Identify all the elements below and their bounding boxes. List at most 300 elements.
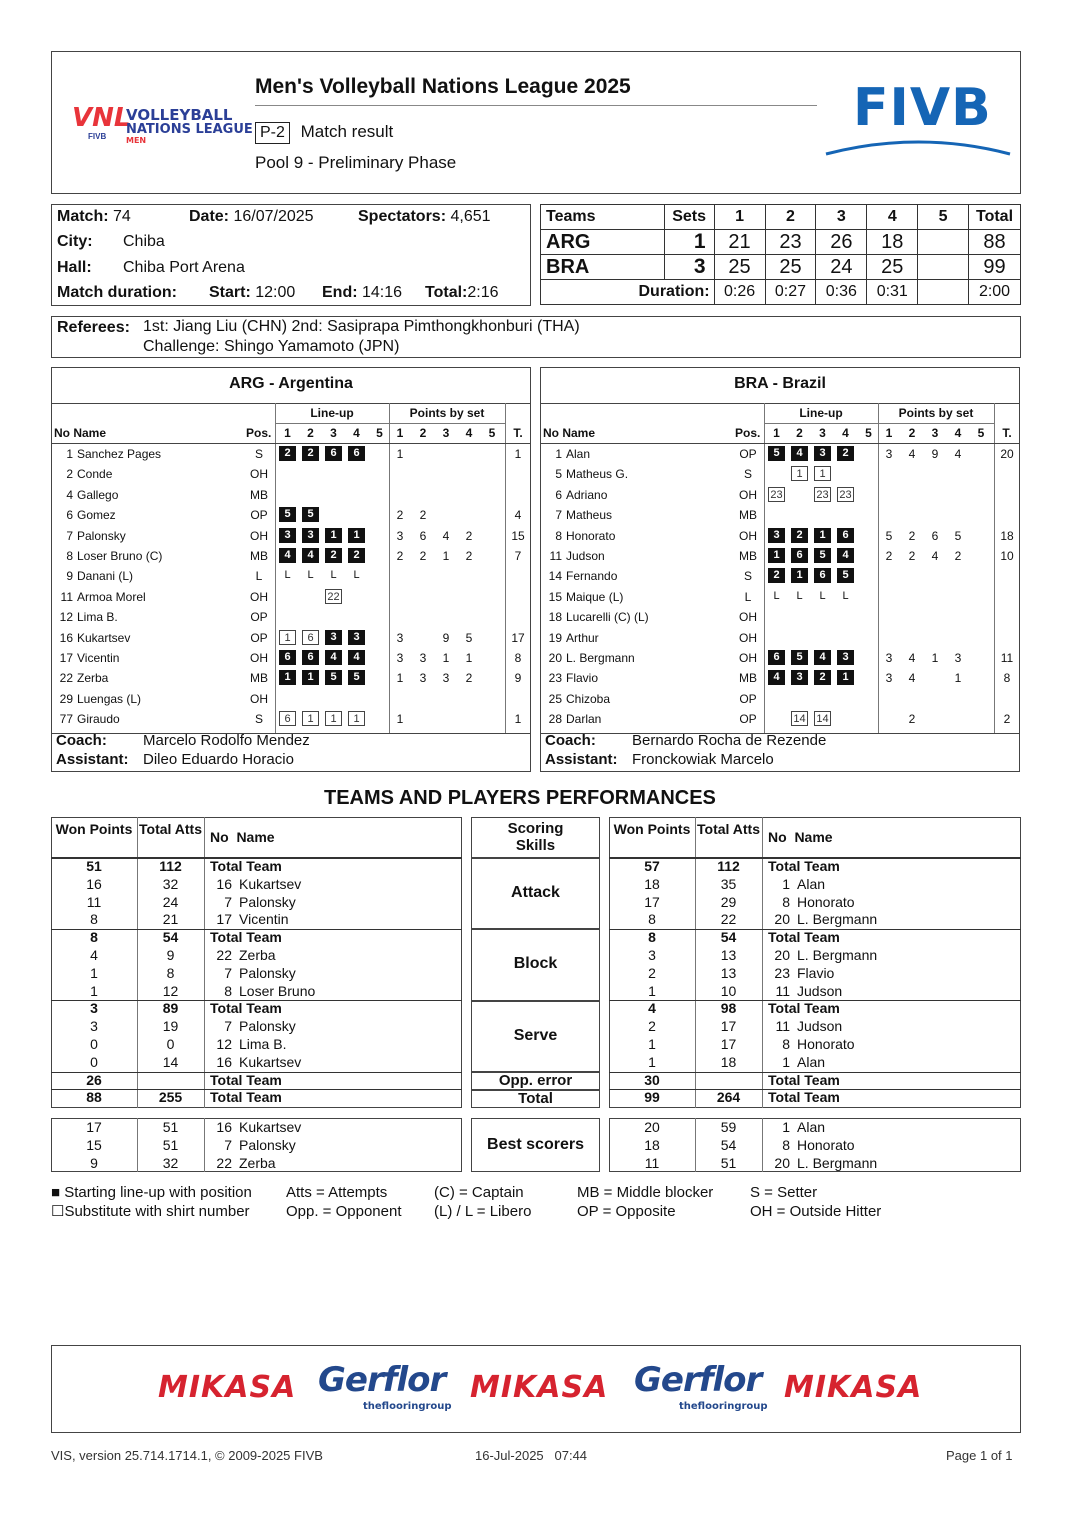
score-cell: 25 xyxy=(714,255,765,280)
best-no: 7 xyxy=(224,1136,232,1153)
total-points: 88 xyxy=(86,1089,102,1106)
coach-name: Marcelo Rodolfo Mendez xyxy=(143,732,310,749)
lineup-start-position: 3 xyxy=(791,670,808,685)
score-table xyxy=(540,204,1021,305)
assistant-name: Dileo Eduardo Horacio xyxy=(143,751,294,768)
points-set-header: 5 xyxy=(488,426,496,440)
vnl-logo xyxy=(72,103,130,133)
lineup-start-position: 4 xyxy=(837,548,854,563)
player-row xyxy=(51,444,531,464)
total-atts: 21 xyxy=(162,911,179,928)
score-col-4: 3 xyxy=(816,205,867,230)
legend-item: (L) / L = Libero xyxy=(434,1203,532,1220)
doc-type xyxy=(255,122,393,144)
assistant-label: Assistant: xyxy=(56,751,129,768)
points-set: 1 xyxy=(442,549,450,563)
player-no: 9 xyxy=(66,569,73,584)
points-set-header: 1 xyxy=(396,426,404,440)
player-pos: OH xyxy=(250,691,268,706)
player-row xyxy=(51,628,531,648)
total-atts: 13 xyxy=(720,964,737,981)
player-name: Lima B. xyxy=(239,1036,287,1052)
duration-cell xyxy=(918,280,969,305)
player-pos: MB xyxy=(250,487,268,502)
player-name: Vicentin xyxy=(239,911,289,928)
title-rule xyxy=(255,105,817,106)
gerflor-tagline: theflooringroup xyxy=(679,1401,768,1412)
player-row xyxy=(540,689,1020,709)
lineup-start-position: 5 xyxy=(348,670,365,685)
player-no: 20 xyxy=(548,651,562,665)
lineup-substitute-number: 6 xyxy=(302,630,319,645)
total-points: 99 xyxy=(644,1089,660,1106)
player-row xyxy=(51,668,531,688)
player-pos: MB xyxy=(250,671,268,686)
total-atts: 17 xyxy=(720,1018,737,1035)
points-set: 2 xyxy=(885,549,893,563)
total-atts: 14 xyxy=(162,1053,179,1070)
total-atts: 29 xyxy=(720,893,737,910)
best-scorers-label: Best scorers xyxy=(487,1136,584,1153)
player-no: 22 xyxy=(59,671,73,686)
lineup-start-position: 6 xyxy=(768,650,785,665)
player-row xyxy=(51,464,531,484)
points-set: 9 xyxy=(931,447,939,461)
points-set-header: 4 xyxy=(954,426,962,440)
lineup-header: Line-up xyxy=(310,406,354,420)
points-set: 3 xyxy=(885,651,893,665)
lineup-libero: L xyxy=(842,589,849,602)
player-row xyxy=(540,587,1020,607)
player-no: 8 xyxy=(555,528,562,543)
points-set: 2 xyxy=(465,528,473,543)
points-set: 2 xyxy=(419,508,427,523)
points-total: 8 xyxy=(514,651,522,665)
best-points: 15 xyxy=(86,1136,102,1153)
player-name: Loser Bruno xyxy=(239,982,316,999)
player-no: 11 xyxy=(775,982,790,999)
doc-code: P-2 xyxy=(255,122,290,144)
scoring-skills-header: Scoring Skills xyxy=(507,820,564,854)
player-name: Adriano xyxy=(566,487,608,502)
best-name: Honorato xyxy=(797,1136,855,1153)
points-set: 2 xyxy=(465,549,473,563)
roster-title-sep xyxy=(540,403,1020,404)
points-set: 1 xyxy=(465,651,473,665)
player-row xyxy=(51,546,531,566)
won-points: 8 xyxy=(648,929,656,946)
legend-item: Atts = Attempts xyxy=(286,1184,388,1201)
total-atts-header: Total Atts xyxy=(139,821,202,837)
roster-title: ARG - Argentina xyxy=(229,375,353,392)
vnl-line3: MEN xyxy=(126,136,147,145)
won-points: 1 xyxy=(648,1053,656,1070)
lineup-start-position: 2 xyxy=(302,446,319,461)
score-col-3: 2 xyxy=(765,205,816,230)
points-set: 5 xyxy=(954,528,962,543)
points-set-header: 1 xyxy=(885,426,893,440)
won-points: 17 xyxy=(644,893,660,910)
points-total: 1 xyxy=(514,447,522,461)
lineup-start-position: 3 xyxy=(814,446,831,461)
no-name-header: No Name xyxy=(768,829,833,845)
won-points: 8 xyxy=(90,911,98,928)
lineup-start-position: 1 xyxy=(791,568,808,583)
player-name: Palonsky xyxy=(77,528,126,543)
player-row xyxy=(51,607,531,627)
best-atts: 54 xyxy=(720,1136,737,1153)
lineup-start-position: 2 xyxy=(791,528,808,543)
player-name: Honorato xyxy=(797,893,855,910)
lineup-start-position: 4 xyxy=(279,548,296,563)
player-pos: S xyxy=(743,569,752,584)
player-row xyxy=(540,444,1020,464)
player-no: 28 xyxy=(548,712,562,727)
best-name: L. Bergmann xyxy=(797,1154,878,1171)
score-team: BRA xyxy=(541,255,665,280)
player-no: 15 xyxy=(548,589,562,604)
score-cell: 25 xyxy=(765,255,816,280)
spectators xyxy=(358,208,491,226)
best-points: 17 xyxy=(86,1119,102,1135)
best-name: Palonsky xyxy=(239,1136,296,1153)
player-pos: OH xyxy=(739,630,757,645)
player-no: 7 xyxy=(555,508,562,523)
player-name: Danani (L) xyxy=(77,569,134,584)
legend-item: (C) = Captain xyxy=(434,1184,524,1201)
lineup-start-position: 4 xyxy=(325,650,342,665)
legend-item: ■ Starting line-up with position xyxy=(51,1184,252,1201)
won-points: 1 xyxy=(648,1036,656,1052)
player-no: 14 xyxy=(548,569,562,584)
roster-title-sep xyxy=(51,403,531,404)
points-set: 4 xyxy=(908,447,916,461)
points-header: Points by set xyxy=(409,406,485,420)
no-name-header: No Name xyxy=(54,426,107,440)
total-atts: 89 xyxy=(162,1000,179,1017)
player-pos: OH xyxy=(739,610,757,625)
doc-type-label: Match result xyxy=(300,122,394,141)
total-time xyxy=(425,284,499,302)
match-label: Match: xyxy=(57,208,109,225)
legend-item: S = Setter xyxy=(750,1184,818,1201)
player-row xyxy=(540,648,1020,668)
player-name: Luengas (L) xyxy=(77,691,142,706)
points-set: 4 xyxy=(908,651,916,665)
best-name: Zerba xyxy=(239,1154,276,1171)
score-row-bra xyxy=(541,255,1021,280)
player-no: 23 xyxy=(774,964,790,981)
best-points: 11 xyxy=(644,1154,660,1171)
score-cell: 18 xyxy=(867,230,918,255)
player-name: Flavio xyxy=(566,671,599,686)
gerflor-logo: Gerflor xyxy=(318,1360,446,1400)
points-set-header: 2 xyxy=(419,426,427,440)
legend-item: MB = Middle blocker xyxy=(577,1184,714,1201)
total-atts: 112 xyxy=(159,858,182,874)
best-name: Kukartsev xyxy=(239,1119,302,1135)
player-pos: OP xyxy=(250,610,268,625)
best-no: 8 xyxy=(782,1136,790,1153)
player-row xyxy=(540,505,1020,525)
points-total: 4 xyxy=(514,508,522,523)
player-pos: OP xyxy=(739,691,757,706)
total-label: Total Team xyxy=(210,1089,282,1106)
won-points: 3 xyxy=(90,1000,98,1017)
city-value: Chiba xyxy=(123,233,165,250)
player-row xyxy=(540,607,1020,627)
total-atts: 19 xyxy=(162,1018,179,1035)
lineup-start-position: 3 xyxy=(768,528,785,543)
player-no: 6 xyxy=(66,508,73,523)
player-name: Chizoba xyxy=(566,691,611,706)
total-header: T. xyxy=(1002,426,1012,440)
perf-col-line xyxy=(762,817,763,1108)
best-points: 20 xyxy=(644,1119,660,1135)
player-pos: OP xyxy=(250,630,268,645)
player-row xyxy=(51,648,531,668)
skill-label: Attack xyxy=(511,883,560,901)
start-label: Start: xyxy=(209,284,251,301)
assistant-name: Fronckowiak Marcelo xyxy=(632,751,774,768)
lineup-start-position: 5 xyxy=(814,548,831,563)
total-atts: 10 xyxy=(720,982,737,999)
lineup-substitute-number: 1 xyxy=(279,630,296,645)
points-set-header: 3 xyxy=(442,426,450,440)
player-name: Gomez xyxy=(77,508,116,523)
score-col-7: Total xyxy=(969,205,1021,230)
player-no: 16 xyxy=(216,1053,232,1070)
lineup-start-position: 5 xyxy=(791,650,808,665)
lineup-start-position: 6 xyxy=(837,528,854,543)
player-pos: L xyxy=(255,569,263,584)
player-no: 23 xyxy=(548,671,562,686)
points-set-header: 4 xyxy=(465,426,473,440)
pos-header: Pos. xyxy=(246,426,272,440)
total-atts: 98 xyxy=(720,1000,737,1017)
opp-error-label: Total Team xyxy=(210,1071,282,1088)
duration-label xyxy=(57,284,177,302)
player-name: Judson xyxy=(797,1018,843,1035)
won-points: 2 xyxy=(648,964,656,981)
player-pos: S xyxy=(254,447,263,461)
page-title: Men's Volleyball Nations League 2025 xyxy=(255,75,631,98)
total-atts: 9 xyxy=(166,947,175,963)
duration-cell: 0:26 xyxy=(714,280,765,305)
won-points: 0 xyxy=(90,1053,98,1070)
player-pos: S xyxy=(254,712,263,727)
lineup-libero: L xyxy=(330,569,337,582)
player-name: Giraudo xyxy=(77,712,120,727)
player-name: Total Team xyxy=(768,1000,840,1017)
roster-subhead-line xyxy=(275,423,505,424)
player-no: 5 xyxy=(555,467,562,482)
points-set: 2 xyxy=(465,671,473,686)
player-name: Sanchez Pages xyxy=(77,447,162,461)
player-name: Arthur xyxy=(566,630,599,645)
player-name: Loser Bruno (C) xyxy=(77,549,163,563)
points-set: 1 xyxy=(396,447,404,461)
player-no: 8 xyxy=(224,982,232,999)
player-name: Total Team xyxy=(210,929,282,946)
match-value: 74 xyxy=(113,208,131,225)
lineup-start-position: 5 xyxy=(302,507,319,522)
best-atts: 59 xyxy=(720,1119,737,1135)
player-pos: OH xyxy=(250,528,268,543)
lineup-start-position: 4 xyxy=(814,650,831,665)
lineup-substitute-number: 22 xyxy=(325,589,342,604)
perf-col-line xyxy=(204,817,205,1108)
total-atts: 8 xyxy=(166,964,175,981)
total-atts: 24 xyxy=(162,893,179,910)
points-set: 1 xyxy=(396,671,404,686)
vnl-logo-mark: VNL xyxy=(72,103,131,133)
total-atts: 54 xyxy=(162,929,179,946)
duration-cell: 0:27 xyxy=(765,280,816,305)
end-time xyxy=(322,284,402,302)
player-row xyxy=(540,546,1020,566)
opp-error-skill: Opp. error xyxy=(498,1072,573,1089)
player-name: Fernando xyxy=(566,569,618,584)
score-col-5: 4 xyxy=(867,205,918,230)
lineup-start-position: 5 xyxy=(768,446,785,461)
player-name: Lima B. xyxy=(77,610,118,625)
lineup-libero: L xyxy=(307,569,314,582)
points-set: 3 xyxy=(419,651,427,665)
coach-label: Coach: xyxy=(545,732,596,749)
points-total: 10 xyxy=(1000,549,1014,563)
lineup-libero: L xyxy=(819,589,826,602)
pos-header: Pos. xyxy=(735,426,761,440)
player-no: 1 xyxy=(555,447,562,461)
lineup-libero: L xyxy=(796,589,803,602)
player-name: L. Bergmann xyxy=(797,911,878,928)
coach-name: Bernardo Rocha de Rezende xyxy=(632,732,827,749)
player-name: Total Team xyxy=(768,929,840,946)
player-no: 6 xyxy=(555,487,562,502)
player-name: Maique (L) xyxy=(566,589,624,604)
hall-value: Chiba Port Arena xyxy=(123,259,245,276)
player-name: Total Team xyxy=(210,858,282,874)
best-col-line xyxy=(204,1118,205,1172)
mikasa-logo: MIKASA xyxy=(470,1370,609,1405)
lineup-start-position: 2 xyxy=(768,568,785,583)
player-no: 1 xyxy=(66,447,73,461)
lineup-start-position: 5 xyxy=(279,507,296,522)
total-header: T. xyxy=(513,426,523,440)
player-row xyxy=(51,505,531,525)
won-points: 4 xyxy=(648,1000,656,1017)
lineup-start-position: 3 xyxy=(325,630,342,645)
player-pos: S xyxy=(743,467,752,482)
player-name: Palonsky xyxy=(239,1018,296,1035)
skill-label: Block xyxy=(513,955,558,972)
player-no: 19 xyxy=(548,630,562,645)
lineup-start-position: 6 xyxy=(279,650,296,665)
player-name: Zerba xyxy=(239,947,276,963)
legend-item: OH = Outside Hitter xyxy=(750,1203,882,1220)
player-no: 8 xyxy=(782,1036,790,1052)
total-atts: 54 xyxy=(720,929,737,946)
best-no: 20 xyxy=(774,1154,790,1171)
player-pos: L xyxy=(744,589,752,604)
lineup-start-position: 4 xyxy=(768,670,785,685)
match-number xyxy=(57,208,131,226)
referees-label: Referees: xyxy=(57,319,130,336)
player-row xyxy=(540,709,1020,729)
legend-item: ☐Substitute with shirt number xyxy=(51,1203,250,1220)
coach-label: Coach: xyxy=(56,732,107,749)
duration-cell: 2:00 xyxy=(969,280,1021,305)
end-label: End: xyxy=(322,284,358,301)
points-set: 5 xyxy=(885,528,893,543)
score-col-6: 5 xyxy=(918,205,969,230)
lineup-start-position: 2 xyxy=(837,446,854,461)
player-pos: MB xyxy=(250,549,268,563)
points-set: 9 xyxy=(442,630,450,645)
player-name: Armoa Morel xyxy=(77,589,146,604)
won-points: 11 xyxy=(86,893,102,910)
lineup-start-position: 3 xyxy=(348,630,365,645)
player-no: 18 xyxy=(548,610,562,625)
skill-label: Serve xyxy=(513,1026,558,1044)
score-cell: 1 xyxy=(664,230,714,255)
performance-title: TEAMS AND PLAYERS PERFORMANCES xyxy=(324,787,716,809)
lineup-set-header: 2 xyxy=(796,426,803,440)
lineup-start-position: 6 xyxy=(348,446,365,461)
player-name: L. Bergmann xyxy=(797,947,878,963)
won-points: 4 xyxy=(90,947,98,963)
lineup-start-position: 1 xyxy=(302,670,319,685)
won-points: 16 xyxy=(86,875,102,892)
player-name: Judson xyxy=(566,549,605,563)
best-atts: 51 xyxy=(162,1136,179,1153)
won-points: 1 xyxy=(648,982,656,999)
footer-page: Page 1 of 1 xyxy=(946,1448,1013,1463)
gerflor-logo: Gerflor xyxy=(634,1360,762,1400)
won-points: 2 xyxy=(648,1018,656,1035)
player-row xyxy=(51,526,531,546)
player-no: 7 xyxy=(224,893,232,910)
player-name: Alan xyxy=(566,447,591,461)
player-pos: MB xyxy=(739,671,757,686)
score-cell: 3 xyxy=(664,255,714,280)
player-name: Zerba xyxy=(77,671,109,686)
player-no: 11 xyxy=(775,1018,790,1035)
lineup-substitute-number: 1 xyxy=(348,711,365,726)
roster-subhead-line xyxy=(764,423,994,424)
best-no: 22 xyxy=(216,1154,232,1171)
duration-cell: 0:31 xyxy=(867,280,918,305)
player-no: 1 xyxy=(782,1053,790,1070)
hall xyxy=(57,259,92,277)
player-name: L. Bergmann xyxy=(566,651,635,665)
points-total: 11 xyxy=(1000,651,1014,665)
player-no: 16 xyxy=(59,630,73,645)
points-set: 4 xyxy=(442,528,450,543)
player-name: Lucarelli (C) (L) xyxy=(566,610,649,625)
best-no: 16 xyxy=(216,1119,232,1135)
points-total: 1 xyxy=(514,712,522,727)
points-set: 3 xyxy=(442,671,450,686)
player-name: Conde xyxy=(77,467,113,482)
points-set: 2 xyxy=(396,549,404,563)
opp-error-points: 26 xyxy=(86,1071,102,1088)
player-pos: OH xyxy=(250,467,268,482)
score-cell: 21 xyxy=(714,230,765,255)
player-pos: OH xyxy=(250,589,268,604)
total-skill: Total xyxy=(518,1090,553,1107)
